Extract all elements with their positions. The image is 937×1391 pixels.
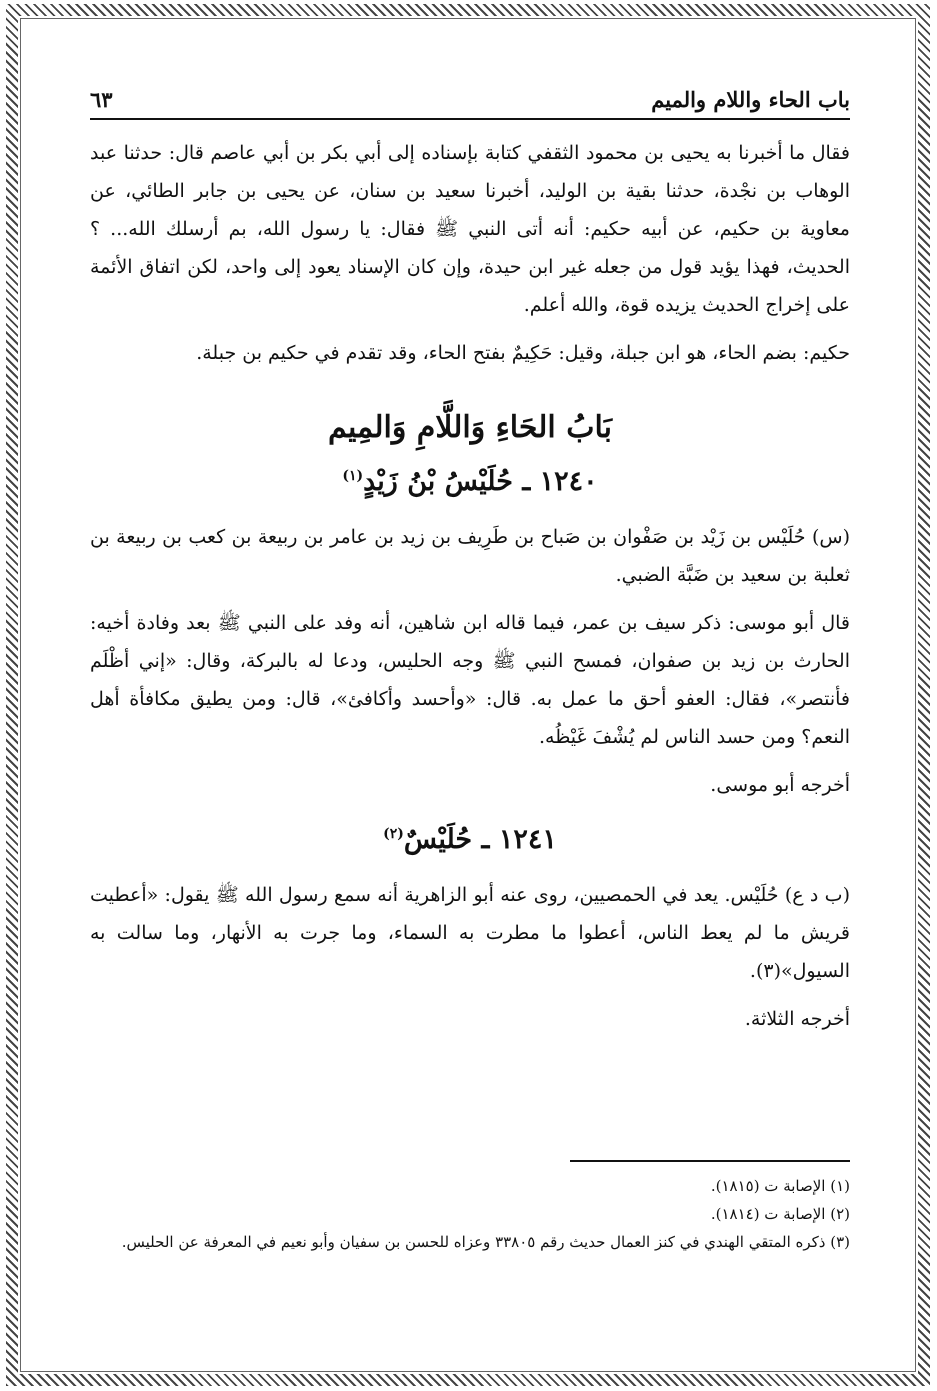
hakim-note: حكيم: بضم الحاء، هو ابن جبلة، وقيل: حَكِيمٌ بفتح الحاء، وقد تقدم في حكيم بن جبلة. (196, 342, 850, 364)
footnote-ref: (١) (342, 468, 364, 484)
entry-1240-narration: قال أبو موسى: ذكر سيف بن عمر، فيما قاله ابن شاهين، أنه وفد على النبي ﷺ بعد وفادة أخيه: الحارث بن زيد بن صفوان، فمسح النبي ﷺ وجه الحليس، ودعا له بالبركة، وقال: «إني أظْلَم فأنتصر»، فقال: العفو أحق ما عمل به. قال: «وأحسد وأكافئ»، قال: ومن يطيق مكافأة أهل النعم؟ ومن حسد الناس لم يُشْفَ غَيْظُه. (90, 612, 850, 748)
footnote-2: (٢) الإصابة ت (١٨١٤). (710, 1205, 850, 1223)
page-number: ٦٣ (90, 87, 113, 112)
entry-1240-source: أخرجه أبو موسى. (710, 774, 850, 796)
page-body (90, 78, 850, 1048)
running-header (90, 78, 850, 120)
footnote-rule (570, 1160, 850, 1162)
running-title: باب الحاء واللام والميم (651, 87, 850, 112)
footnote-3: (٣) ذكره المتقي الهندي في كنز العمال حديث رقم ٣٣٨٠٥ وعزاه للحسن بن سفيان وأبو نعيم في المعرفة عن الحليس. (121, 1233, 850, 1251)
entry-title-1241 (90, 814, 850, 860)
footnotes (90, 1160, 850, 1256)
entry-1241-source: أخرجه الثلاثة. (744, 1008, 850, 1030)
entry-1241-narration: (ب د ع) حُلَيْس. يعد في الحمصيين، روى عنه أبو الزاهرية أنه سمع رسول الله ﷺ يقول: «أعطيت قريش ما لم يعط الناس، أعطوا ما مطرت به السماء، وما جرت به الأنهار، وما سالت به السيول»(٣). (90, 884, 850, 982)
footnote-1: (١) الإصابة ت (١٨١٥). (710, 1177, 850, 1195)
intro-paragraph: فقال ما أخبرنا به يحيى بن محمود الثقفي كتابة بإسناده إلى أبي بكر بن أبي عاصم قال: حدثنا عبد الوهاب بن نجْدة، حدثنا بقية بن الوليد، أخبرنا سعيد بن سنان، عن يحيى بن جابر الطائي، عن معاوية بن حكيم، عن أبيه حكيم: أنه أتى النبي ﷺ فقال: يا رسول الله، بم أرسلك الله... ؟ الحديث، فهذا يؤيد قول من جعله غير ابن حيدة، وإن كان الإسناد يعود إلى واحد، لكن اتفاق الأئمة على إخراج الحديث يزيده قوة، والله أعلم. (90, 142, 850, 316)
chapter-title: بَابُ الحَاءِ وَاللَّامِ وَالمِيم (328, 410, 612, 445)
entry-title-text: ١٢٤١ ـ حُلَيْسٌ (403, 824, 557, 855)
entry-title-text: ١٢٤٠ ـ حُلَيْسُ بْنُ زَيْدٍ (363, 466, 598, 497)
footnote-ref: (٢) (383, 826, 404, 842)
entry-title-1240 (90, 456, 850, 502)
entry-1240-lineage: (س) حُلَيْس بن زَيْد بن صَفْوان بن صَباح بن طَرِيف بن زيد بن عامر بن ربيعة بن كعب بن ربيعة بن ثعلبة بن سعيد بن ضَبَّة الضبي. (90, 526, 850, 586)
